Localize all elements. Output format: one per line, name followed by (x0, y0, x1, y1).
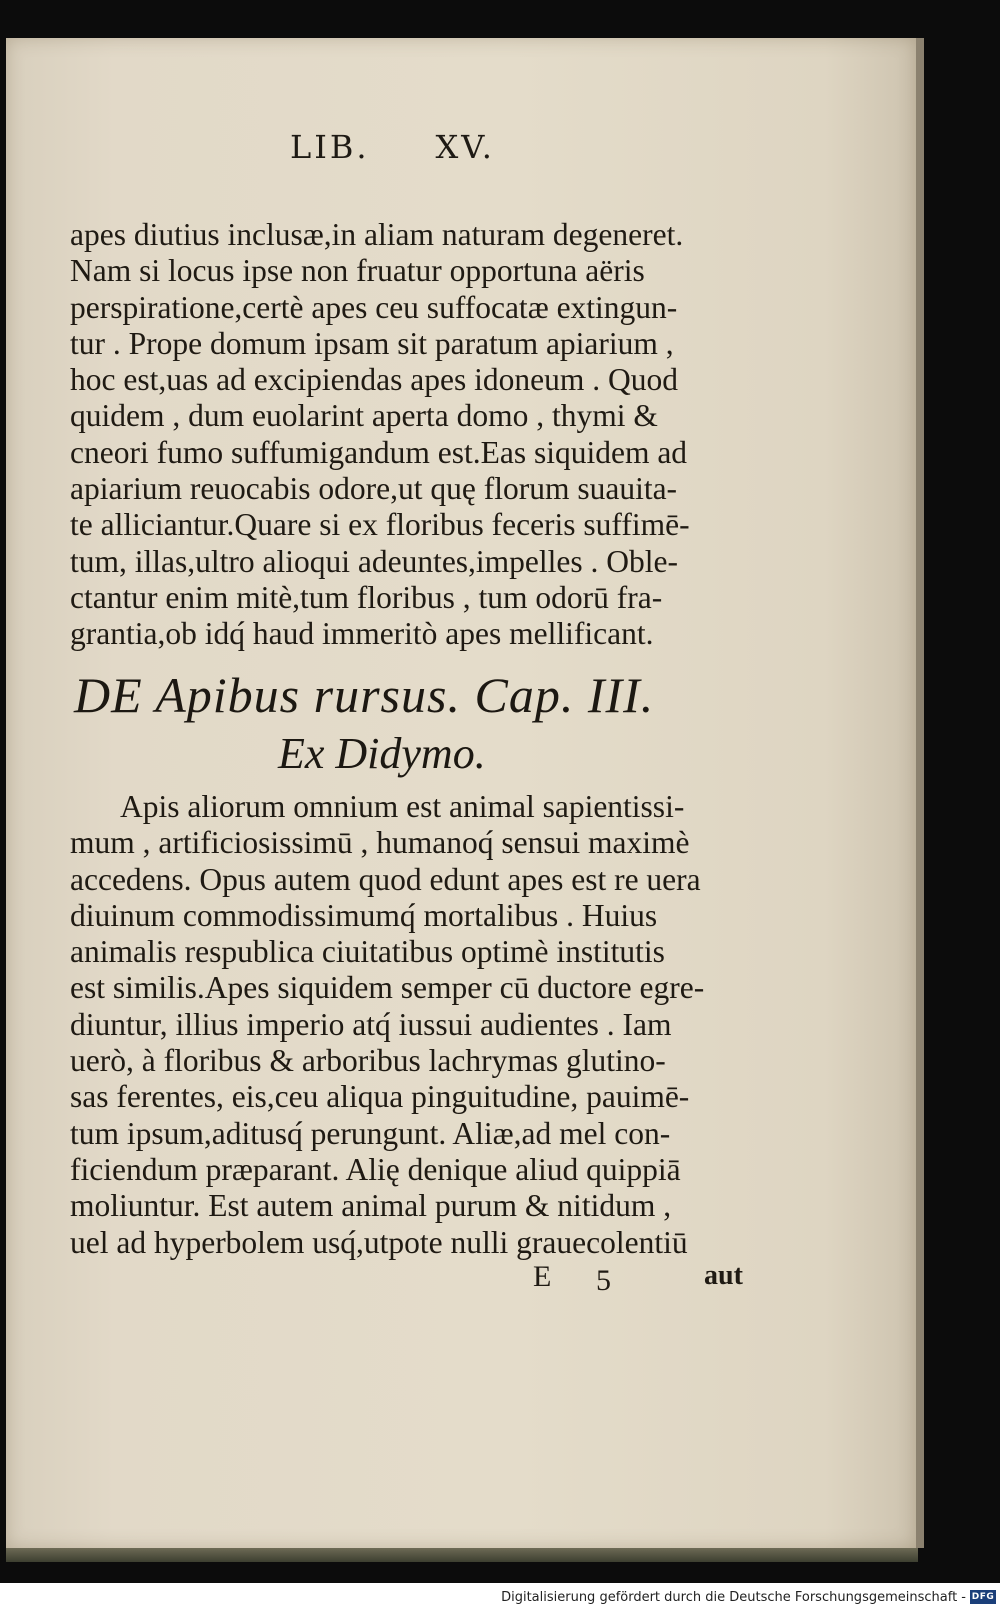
footer-bar (0, 1583, 1000, 1609)
text-line: apes diutius inclusæ,in aliam naturam degeneret. (70, 217, 684, 252)
text-line: hoc est,uas ad excipiendas apes idoneum . Quod (70, 362, 678, 398)
book-page (6, 38, 924, 1548)
chapter-subheading: Ex Didymo. (278, 729, 486, 778)
text-line: est similis.Apes siquidem semper cū ductore egre- (70, 970, 705, 1006)
text-line: mum , artificiosissimū , humanoq́ sensui maximè (70, 825, 690, 861)
text-line: tum, illas,ultro alioqui adeuntes,impelles . Oble- (70, 543, 679, 579)
text-line: sas ferentes, eis,ceu aliqua pinguitudine, pauimē- (70, 1079, 690, 1115)
text-line: apiarium reuocabis odore,ut quę florum suauita- (70, 471, 678, 507)
page-edge (6, 1548, 918, 1562)
text-line: Apis aliorum omnium est animal sapientissi- (120, 789, 685, 824)
dfg-logo-icon: DFG (971, 1592, 995, 1602)
text-line: diuntur, illius imperio atq́ iussui audientes . Iam (70, 1006, 672, 1042)
text-line: cneori fumo suffumigandum est.Eas siquidem ad (70, 434, 688, 470)
signature-number: 5 (596, 1264, 611, 1297)
signature-mark: E (533, 1260, 552, 1293)
body-text-top (70, 217, 750, 653)
text-line: ficiendum præparant. Alię denique aliud quippiā (70, 1151, 681, 1187)
text-line: uerò, à floribus & arboribus lachrymas glutino- (70, 1043, 666, 1079)
text-line: tum ipsum,aditusq́ perungunt. Aliæ,ad mel con- (70, 1115, 671, 1151)
text-line: animalis respublica ciuitatibus optimè institutis (70, 934, 665, 970)
text-line: accedens. Opus autem quod edunt apes est re uera (70, 861, 701, 897)
body-text-bottom (70, 789, 750, 1261)
chapter-heading: DE Apibus rursus. Cap. III. (74, 667, 655, 723)
text-line: quidem , dum euolarint aperta domo , thymi & (70, 398, 658, 434)
text-line: ctantur enim mitè,tum floribus , tum odorū fra- (70, 579, 663, 615)
footer-credit: Digitalisierung gefördert durch die Deutsche Forschungsgemeinschaft - (501, 1590, 966, 1605)
text-line: Nam si locus ipse non fruatur opportuna aëris (70, 253, 645, 289)
text-line: perspiratione,certè apes ceu suffocatæ extingun- (70, 289, 678, 325)
running-head: LIB. XV. (290, 128, 495, 166)
text-line: diuinum commodissimumq́ mortalibus . Huius (70, 897, 658, 933)
text-line: uel ad hyperbolem usq́,utpote nulli grauecolentiū (70, 1224, 688, 1260)
catchword: aut (704, 1260, 743, 1291)
text-line: tur . Prope domum ipsam sit paratum apiarium , (70, 325, 674, 361)
text-line: grantia,ob idq́ haud immeritò apes mellificant. (70, 616, 654, 652)
text-line: te alliciantur.Quare si ex floribus feceris suffimē- (70, 507, 690, 543)
text-line: moliuntur. Est autem animal purum & nitidum , (70, 1188, 672, 1224)
